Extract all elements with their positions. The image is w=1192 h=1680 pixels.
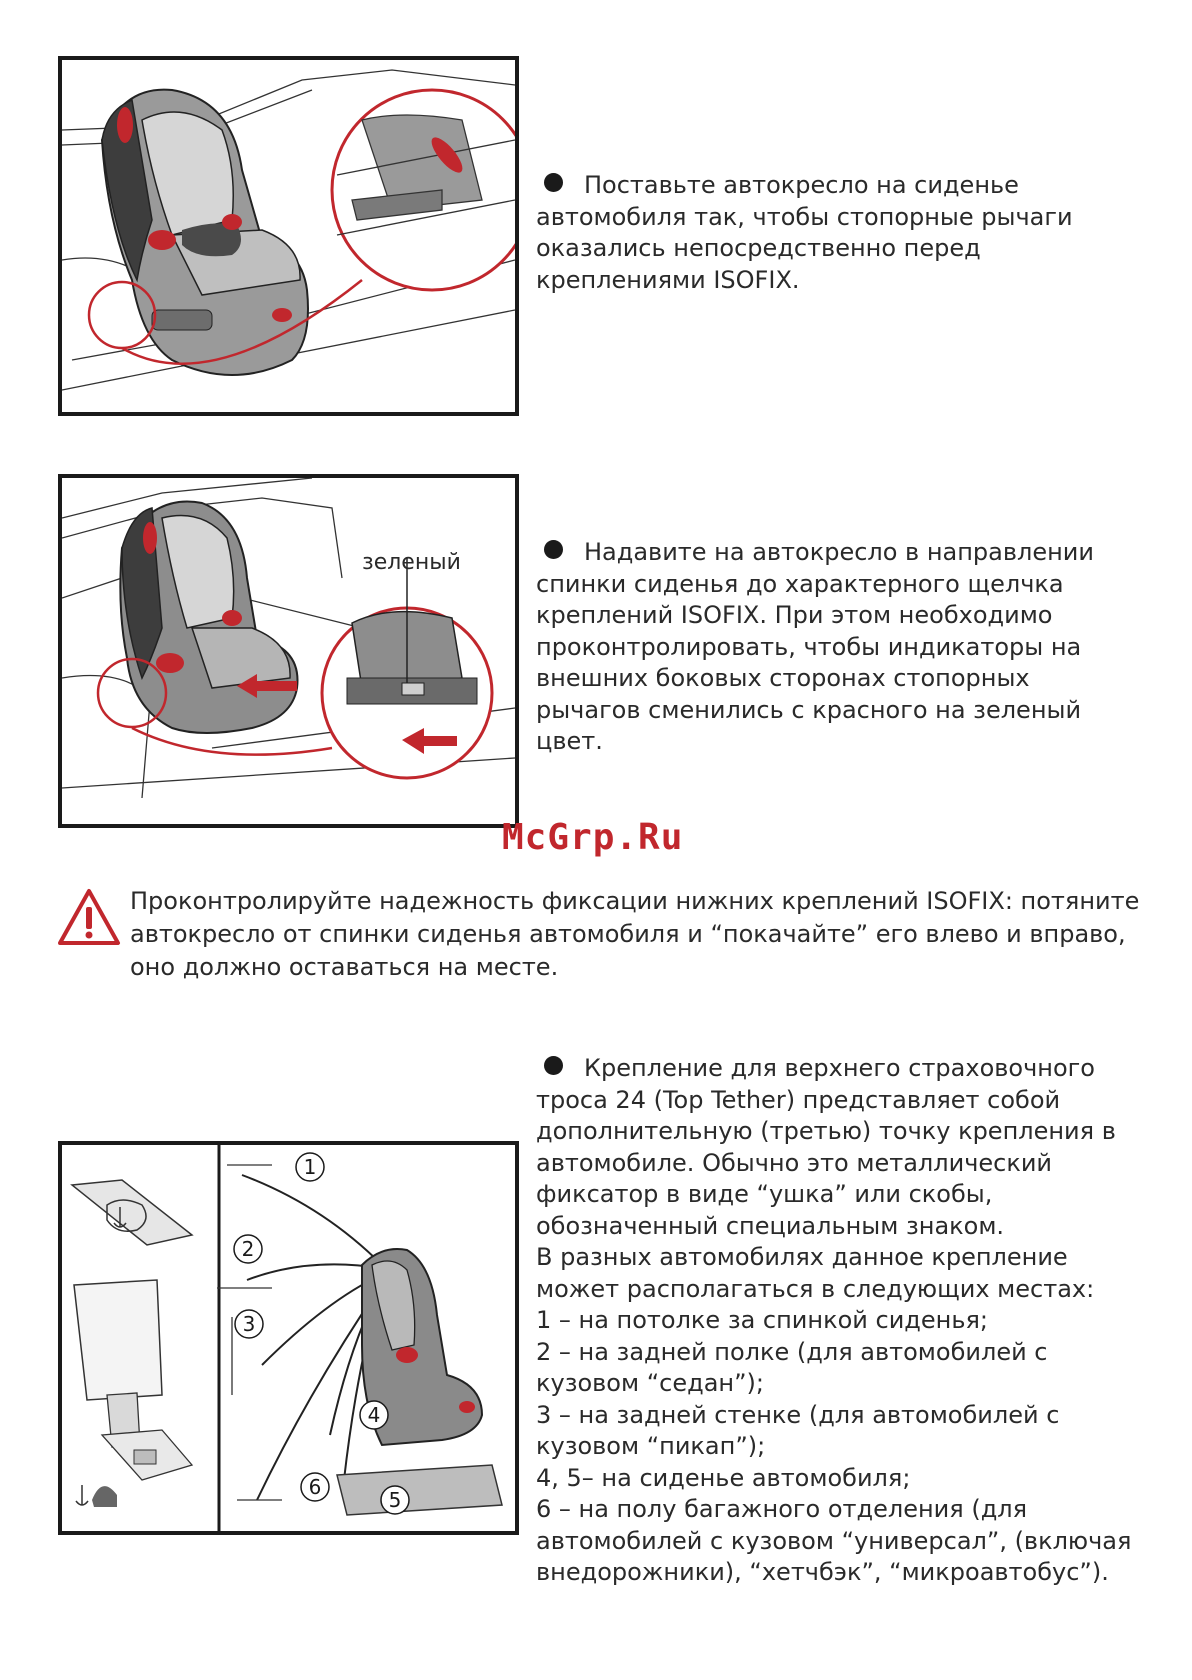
bullet-icon [544, 1056, 563, 1075]
callout-4: 4 [367, 1403, 381, 1427]
illustration-top-tether [58, 1141, 519, 1535]
callout-1: 1 [303, 1155, 317, 1179]
section3-text [536, 1053, 1136, 1589]
section2-text [536, 537, 1136, 758]
illustration-seat-placement [58, 56, 519, 416]
tether-location-1: 1 – на потолке за спинкой сиденья; [536, 1306, 989, 1334]
tether-location-2: 2 – на задней полке (для автомобилей с кузовом “седан”); [536, 1337, 1048, 1397]
tether-location-4-5: 4, 5– на сиденье автомобиля; [536, 1463, 911, 1492]
section1-text [536, 170, 1136, 296]
bullet-icon [544, 173, 563, 192]
callout-5: 5 [388, 1488, 402, 1512]
section1-paragraph: Поставьте автокресло на сиденье автомобиля так, чтобы стопорные рычаги оказались непосредственно перед креплениями ISOFIX. [536, 171, 1073, 294]
warning-triangle-icon [56, 887, 122, 947]
callout-3: 3 [242, 1312, 256, 1336]
green-indicator-label: зеленый [362, 550, 461, 575]
warning-text: Проконтролируйте надежность фиксации нижних креплений ISOFIX: потяните автокресло от спинки сиденья автомобиля и “покачайте” его влево и вправо, оно должно оставаться на месте. [130, 887, 1140, 981]
tether-location-6: 6 – на полу багажного отделения (для автомобилей с кузовом “универсал”, (включая внедорожники), “хетчбэк”, “микроавтобус”). [536, 1495, 1132, 1586]
section3-lead: В разных автомобилях данное крепление может располагаться в следующих местах: [536, 1243, 1095, 1303]
top-tether-drawing [62, 1145, 515, 1531]
watermark: McGrp.Ru [502, 817, 684, 858]
section3-intro: Крепление для верхнего страховочного троса 24 (Top Tether) представляет собой дополнительную (третью) точку крепления в автомобиле. Обычно это металлический фиксатор в виде “ушка” или скобы, обозначенный специальным знаком. [536, 1054, 1116, 1240]
callout-2: 2 [241, 1237, 255, 1261]
illustration-seat-click [58, 474, 519, 828]
callout-6: 6 [308, 1475, 322, 1499]
seat-placement-drawing [62, 60, 515, 412]
seat-click-drawing [62, 478, 515, 824]
section2-paragraph: Надавите на автокресло в направлении спинки сиденья до характерного щелчка креплений ISOFIX. При этом необходимо проконтролировать, чтобы индикаторы на внешних боковых сторонах стопорных рычагов сменились с красного на зеленый цвет. [536, 538, 1094, 755]
anchor-small-icon [76, 1485, 117, 1507]
bullet-icon [544, 540, 563, 559]
tether-location-3: 3 – на задней стенке (для автомобилей с кузовом “пикап”); [536, 1400, 1060, 1460]
